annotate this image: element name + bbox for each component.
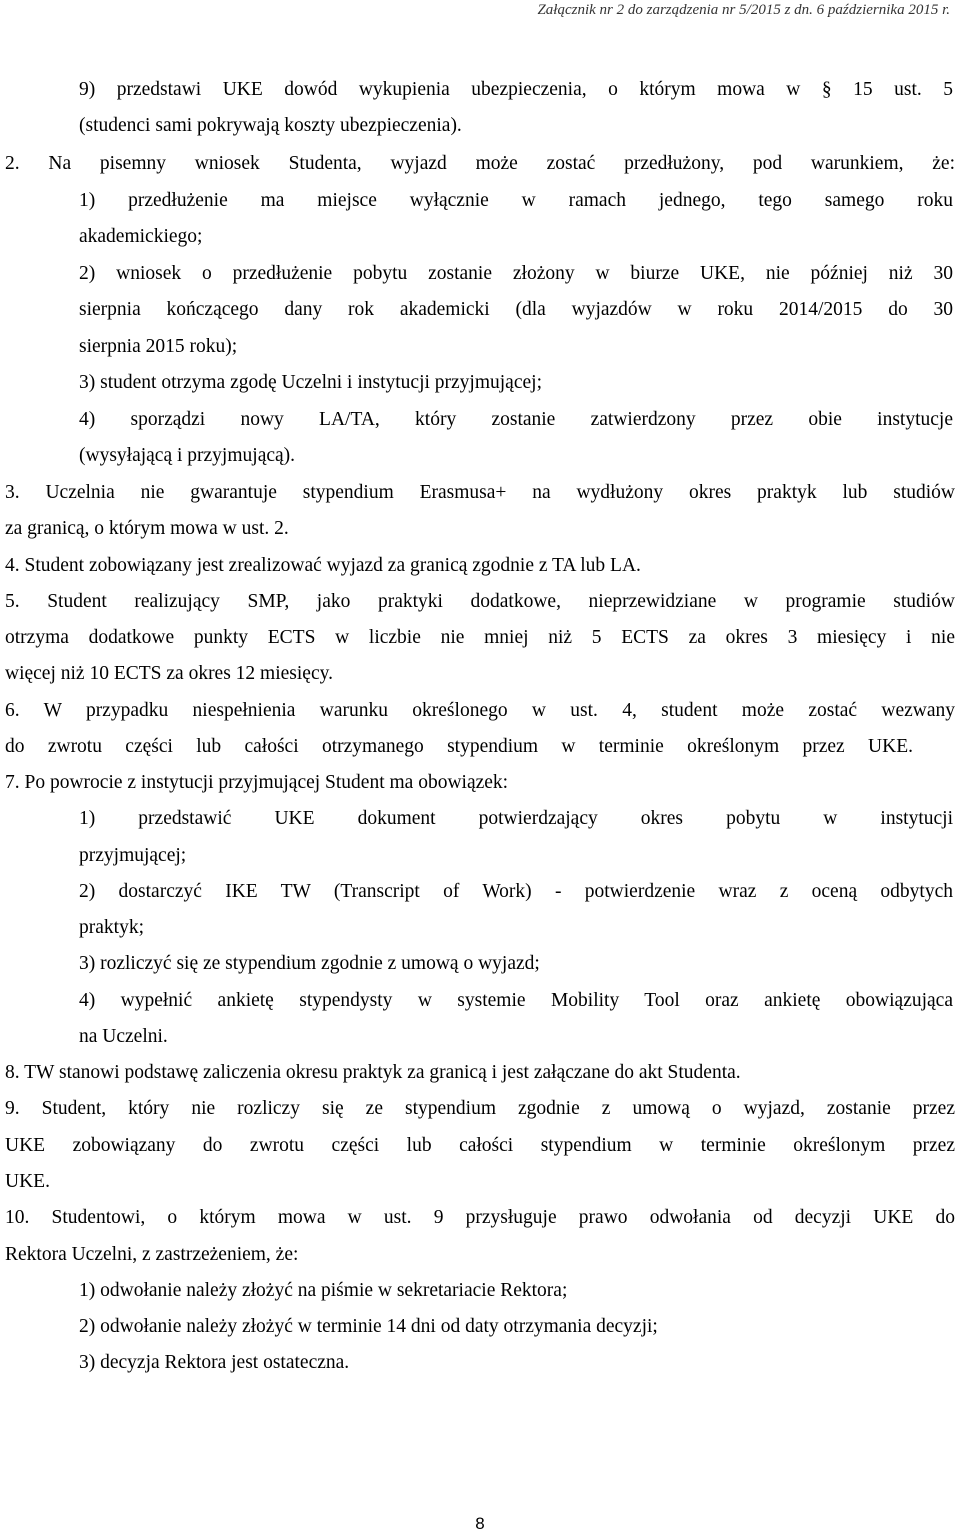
text-line: 2) odwołanie należy złożyć w terminie 14 dni od daty otrzymania decyzji; [79,1316,658,1337]
text-line: praktyk; [79,917,144,938]
text-line: 8. TW stanowi podstawę zaliczenia okresu praktyk za granicą i jest załączane do akt Studenta. [5,1062,741,1083]
text-line: 1) przedstawić UKE dokument potwierdzający okres pobytu w instytucji [79,808,953,829]
text-line: 3) decyzja Rektora jest ostateczna. [79,1352,350,1373]
text-line: sierpnia kończącego dany rok akademicki (dla wyjazdów w roku 2014/2015 do 30 [79,299,953,320]
text-line: UKE. [5,1171,50,1192]
text-line: 3) rozliczyć się ze stypendium zgodnie z umową o wyjazd; [79,953,540,974]
text-line: 2) dostarczyć IKE TW (Transcript of Work) - potwierdzenie wraz z oceną odbytych [79,881,953,902]
text-line: 4) wypełnić ankietę stypendysty w systemie Mobility Tool oraz ankietę obowiązująca [79,990,953,1011]
text-line: 7. Po powrocie z instytucji przyjmującej Student ma obowiązek: [5,772,509,793]
text-line: 9. Student, który nie rozliczy się ze stypendium zgodnie z umową o wyjazd, zostanie przez [5,1098,955,1119]
text-line: 1) odwołanie należy złożyć na piśmie w sekretariacie Rektora; [79,1280,568,1301]
text-line: (wysyłającą i przyjmującą). [79,445,296,466]
text-line: 5. Student realizujący SMP, jako praktyki dodatkowe, nieprzewidziane w programie studiów [5,591,955,612]
text-line: 4) sporządzi nowy LA/TA, który zostanie zatwierdzony przez obie instytucje [79,409,953,430]
text-line: Rektora Uczelni, z zastrzeżeniem, że: [5,1244,299,1265]
text-line: do zwrotu części lub całości otrzymanego stypendium w terminie określonym przez UKE. [5,736,913,757]
text-line: 4. Student zobowiązany jest zrealizować wyjazd za granicą zgodnie z TA lub LA. [5,555,641,576]
text-line: 1) przedłużenie ma miejsce wyłącznie w ramach jednego, tego samego roku [79,190,953,211]
text-line: 10. Studentowi, o którym mowa w ust. 9 przysługuje prawo odwołania od decyzji UKE do [5,1207,955,1228]
text-line: (studenci sami pokrywają koszty ubezpieczenia). [79,115,462,136]
text-line: na Uczelni. [79,1026,168,1047]
text-line: sierpnia 2015 roku); [79,336,238,357]
text-line: otrzyma dodatkowe punkty ECTS w liczbie nie mniej niż 5 ECTS za okres 3 miesięcy i nie [5,627,955,648]
text-line: akademickiego; [79,226,203,247]
text-line: 9) przedstawi UKE dowód wykupienia ubezpieczenia, o którym mowa w § 15 ust. 5 [79,79,953,100]
text-line: UKE zobowiązany do zwrotu części lub całości stypendium w terminie określonym przez [5,1135,955,1156]
text-line: przyjmującej; [79,845,187,866]
text-line: 6. W przypadku niespełnienia warunku określonego w ust. 4, student może zostać wezwany [5,700,955,721]
text-line: 2) wniosek o przedłużenie pobytu zostanie złożony w biurze UKE, nie później niż 30 [79,263,953,284]
text-line: 2. Na pisemny wniosek Studenta, wyjazd może zostać przedłużony, pod warunkiem, że: [5,153,955,174]
text-line: za granicą, o którym mowa w ust. 2. [5,518,289,539]
text-line: 3) student otrzyma zgodę Uczelni i instytucji przyjmującej; [79,372,542,393]
text-line: więcej niż 10 ECTS za okres 12 miesięcy. [5,663,333,684]
text-line: 3. Uczelnia nie gwarantuje stypendium Erasmusa+ na wydłużony okres praktyk lub studiów [5,482,955,503]
document-header: Załącznik nr 2 do zarządzenia nr 5/2015 z dn. 6 października 2015 r. [537,2,950,18]
page-number: 8 [475,1514,485,1533]
